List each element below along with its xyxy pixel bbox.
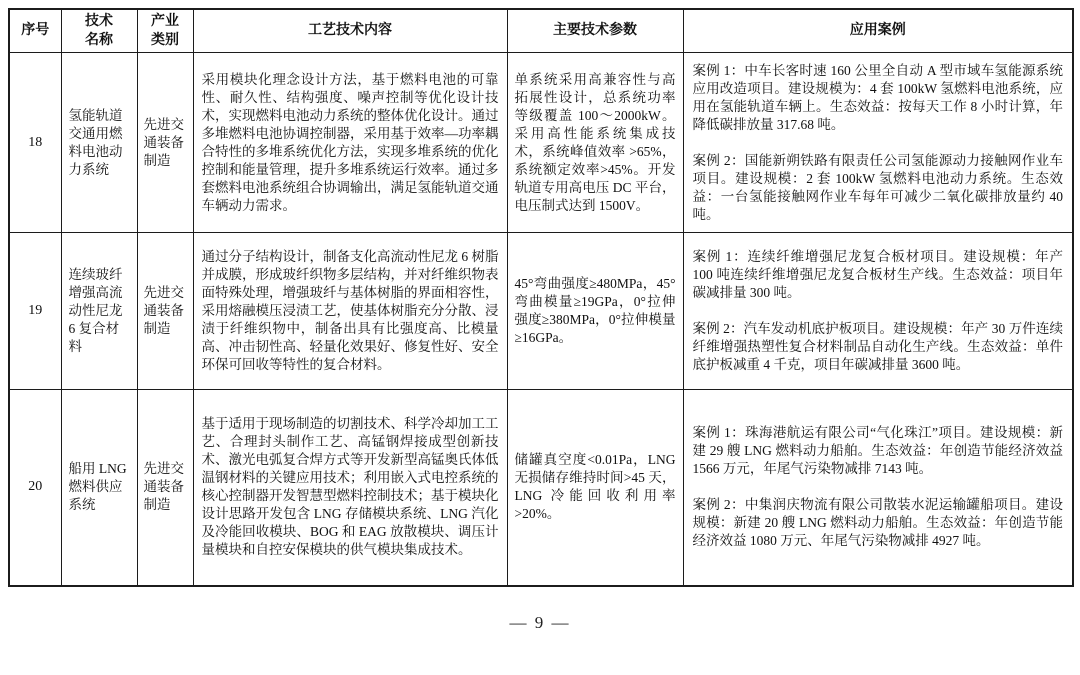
cell-main-parameters: 储罐真空度<0.01Pa，LNG 无损储存维持时间>45 天，LNG 冷能回收利用率>20%。 [507,390,683,586]
cell-application-cases [683,233,1073,390]
cell-process-content: 基于适用于现场制造的切割技术、科学冷却加工工艺、合理封头制作工艺、高锰钢焊接成型创新技术、激光电弧复合焊方式等开发新型高锰奥氏体低温钢材料的关键应用技术；利用嵌入式电控系统的核心控制器开发智慧型燃料控制技术；基于模块化设计思路开发包含 LNG 存储模块系统、LNG 汽化及冷能回收模块、BOG 和 EAG 放散模块、调压计量模块和自控安保模块的供气模块集成技术。 [193,390,507,586]
cell-tech-name: 氢能轨道交通用燃料电池动力系统 [61,53,137,233]
table-header-row [9,9,1073,53]
case-paragraph: 案例 2：汽车发动机底护板项目。建设规模：年产 30 万件连续纤维增强热塑性复合材料制品自动化生产线。生态效益：单件底护板减重 4 千克，项目年碳减排量 3600 吨。 [692,321,1063,372]
table-row-18 [9,53,1073,233]
page-number: — 9 — [509,612,571,632]
col-header-process-content: 工艺技术内容 [193,9,507,53]
case-paragraph: 案例 1：中车长客时速 160 公里全自动 A 型市域车氢能源系统应用改造项目。建设规模为：4 套 100kW 氢燃料电池系统，应用在氢能轨道车辆上。生态效益：按每天工作 8 小时计算，年降低碳排放量 317.68 吨。 [692,62,1063,132]
table-row-20 [9,390,1073,586]
cell-seq-no: 20 [9,390,61,586]
cell-process-content: 采用模块化理念设计方法，基于燃料电池的可靠性、耐久性、结构强度、噪声控制等优化设计技术，实现燃料电池动力系统的整体优化设计。通过多堆燃料电池协调控制器，采用基于效率—功率耦合特性的多堆系统优化方法，实现多堆系统的优化控制和能量管理，提升多堆系统运行效率。通过多套燃料电池系统组合协调输出，满足氢能轨道交通车辆动力需求。 [193,53,507,233]
cell-seq-no: 18 [9,53,61,233]
cell-main-parameters: 45°弯曲强度≥480MPa，45°弯曲模量≥19GPa，0°拉伸强度≥380MPa，0°拉伸模量≥16GPa。 [507,233,683,390]
cell-seq-no: 19 [9,233,61,390]
technology-table [8,8,1074,587]
col-header-tech-name-label: 技术名称 [85,14,113,48]
cell-industry-category: 先进交通装备制造 [137,390,193,586]
cell-tech-name: 连续玻纤增强高流动性尼龙 6 复合材料 [61,233,137,390]
cell-industry-category: 先进交通装备制造 [137,53,193,233]
cell-tech-name: 船用 LNG 燃料供应系统 [61,390,137,586]
cell-industry-category: 先进交通装备制造 [137,233,193,390]
cell-process-content: 通过分子结构设计，制备支化高流动性尼龙 6 树脂并成膜，形成玻纤织物多层结构，并对纤维织物表面特殊处理，增强玻纤与基体树脂的界面相容性，采用熔融模压浸渍工艺，使基体树脂充分分散、浸渍于纤维织物中，制备出具有比强度高、比模量高、冲击韧性高、轻量化效果好、修复性好、安全环保可回收等特性的复合材料。 [193,233,507,390]
col-header-seq-no: 序号 [9,9,61,53]
col-header-main-parameters: 主要技术参数 [507,9,683,53]
case-paragraph: 案例 2：中集润庆物流有限公司散装水泥运输罐船项目。建设规模：新建 20 艘 LNG 燃料动力船舶。生态效益：年创造节能经济效益 1080 万元、年尾气污染物减排 4927 吨。 [692,497,1063,549]
col-header-tech-name [61,9,137,53]
case-paragraph: 案例 2：国能新朔铁路有限责任公司氢能源动力接触网作业车项目。建设规模：2 套 100kW 氢燃料电池动力系统。生态效益：一台氢能接触网作业车每年可减少二氧化碳排放量约 40 吨。 [692,152,1063,222]
case-paragraph: 案例 1：连续纤维增强尼龙复合板材项目。建设规模：年产 100 吨连续纤维增强尼龙复合板材生产线。生态效益：项目年碳减排量 300 吨。 [692,249,1063,300]
table-row-19 [9,233,1073,390]
cell-application-cases [683,53,1073,233]
cell-application-cases [683,390,1073,586]
col-header-application-cases: 应用案例 [683,9,1073,53]
case-paragraph: 案例 1：珠海港航运有限公司“气化珠江”项目。建设规模：新建 29 艘 LNG 燃料动力船舶。生态效益：年创造节能经济效益 1566 万元，年尾气污染物减排 7143 吨。 [692,425,1063,477]
cell-main-parameters: 单系统采用高兼容性与高拓展性设计，总系统功率等级覆盖 100～2000kW。采用高性能系统集成技术，系统峰值效率 >65%，系统额定效率>45%。开发轨道专用高电压 DC 平台，电压制式达到 1500V。 [507,53,683,233]
col-header-industry-category [137,9,193,53]
col-header-industry-category-label: 产业类别 [151,14,179,48]
